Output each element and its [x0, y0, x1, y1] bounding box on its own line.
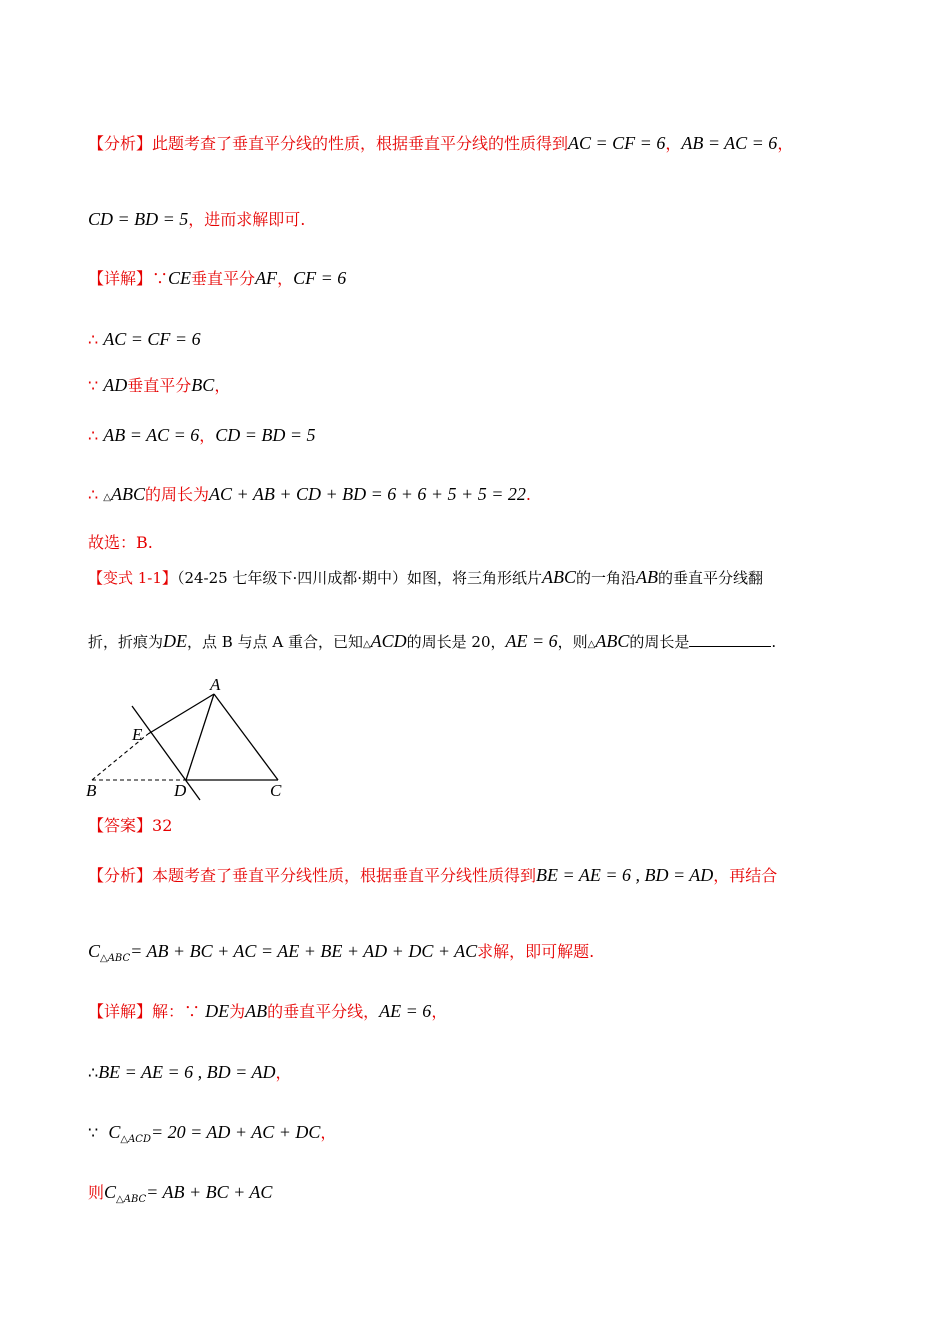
equation-cf: CF = 6: [293, 268, 347, 288]
question-text: .: [771, 633, 777, 651]
point-label-b: B: [86, 781, 97, 800]
answer-blank[interactable]: [689, 630, 771, 647]
triangle-symbol: △: [587, 639, 596, 650]
equation-ab-ac: AB = AC = 6: [681, 133, 778, 153]
triangle-symbol: △: [103, 492, 111, 503]
analysis-label: 【分析】: [88, 866, 153, 885]
detail2-line-2: [88, 1061, 291, 1084]
because-symbol: ∵: [88, 1123, 99, 1142]
equation-ac-cf: AC = CF = 6: [568, 133, 666, 153]
analysis2-line-1: [88, 864, 777, 887]
equation-be-ae: BE = AE = 6 , BD = AD: [98, 1062, 276, 1082]
segment-bc: BC: [191, 375, 215, 395]
analysis-text: 本题考查了垂直平分线性质，根据垂直平分线性质得到: [152, 866, 537, 885]
because-symbol: ∵: [88, 376, 99, 395]
triangle-abc: ABC: [595, 631, 630, 651]
segment-ad: [186, 694, 214, 780]
detail-text: 为: [229, 1002, 246, 1021]
segment-de: DE: [205, 1001, 230, 1021]
detail-line-1: [88, 267, 346, 290]
perimeter-equation: = 20 = AD + AC + DC: [150, 1122, 321, 1142]
perimeter-symbol: C: [108, 1122, 121, 1142]
question-text: 的垂直平分线翻: [658, 569, 764, 587]
question-text: 的一角沿: [576, 569, 637, 587]
analysis-text-2: ，进而求解即可.: [188, 210, 306, 229]
triangle-symbol: △: [362, 639, 371, 650]
analysis-label: 【分析】: [88, 134, 153, 153]
variant-line-1: [88, 566, 763, 589]
detail-label: 【详解】: [88, 269, 153, 288]
detail-line-3: [88, 374, 230, 397]
triangle-acd: ACD: [370, 631, 407, 651]
separator: ，: [320, 1123, 337, 1142]
equation-ae: AE = 6: [505, 631, 558, 651]
variant-source: （24-25 七年级下·四川成都·期中）: [176, 569, 407, 587]
answer-value: 32: [152, 816, 173, 835]
variant-line-2: [88, 630, 776, 656]
choice-line: [88, 532, 153, 554]
question-text: 如图，将三角形纸片: [407, 569, 543, 587]
answer-line: [88, 815, 172, 837]
segment-ad: AD: [103, 375, 128, 395]
triangle-abc: ABC: [110, 484, 145, 504]
equation-ac-cf: AC = CF = 6: [103, 329, 201, 349]
equation-cd-bd: CD = BD = 5: [88, 209, 189, 229]
detail-text: 的垂直平分线，: [267, 1002, 380, 1021]
segment-ac: [214, 694, 278, 780]
then-text: 则: [88, 1183, 105, 1202]
separator: .: [525, 485, 531, 504]
analysis-text: 此题考查了垂直平分线的性质，根据垂直平分线的性质得到: [152, 134, 569, 153]
point-label-c: C: [270, 781, 282, 800]
question-text: ，点 B 与点 A 重合，已知: [187, 633, 363, 651]
analysis-line-2: [88, 208, 305, 231]
separator: ，: [214, 376, 231, 395]
detail-line-5: [88, 483, 531, 509]
point-label-e: E: [132, 725, 143, 744]
solution-prefix: 解：: [152, 1002, 185, 1021]
question-text: 的周长是: [629, 633, 690, 651]
equation-ae: AE = 6: [379, 1001, 432, 1021]
therefore-symbol: ∴: [88, 330, 99, 349]
separator: ，: [277, 269, 294, 288]
analysis-text-2: 求解，即可解题.: [477, 942, 595, 961]
perimeter-symbol: C: [88, 941, 101, 961]
segment-ce: CE: [168, 268, 192, 288]
detail2-line-1: [88, 1000, 447, 1023]
separator: ，: [431, 1002, 448, 1021]
point-label-d: D: [174, 781, 187, 800]
separator: ，: [665, 134, 682, 153]
perimeter-subscript: △ACD: [120, 1134, 151, 1145]
question-text: 折，折痕为: [88, 633, 164, 651]
segment-ab: AB: [636, 567, 659, 587]
detail2-line-3: [88, 1121, 336, 1147]
triangle-figure: [82, 676, 322, 806]
segment-de: DE: [163, 631, 188, 651]
variant-label: 【变式 1-1】: [88, 569, 177, 587]
perimeter-subscript: △ABC: [100, 953, 131, 964]
because-symbol: ∵: [152, 269, 169, 288]
perimeter-equation: = AB + BC + AC: [146, 1182, 273, 1202]
answer-label: 【答案】: [88, 816, 153, 835]
perimeter-subscript: △ABC: [116, 1194, 147, 1205]
therefore-symbol: ∴: [88, 1063, 99, 1082]
detail2-line-4: [88, 1181, 272, 1207]
detail-line-4: [88, 424, 316, 447]
segment-af: AF: [255, 268, 278, 288]
equation-ab-ac: AB = AC = 6: [103, 425, 200, 445]
question-text: ，则: [557, 633, 588, 651]
perp-text: 垂直平分: [127, 376, 192, 395]
equation-cd-bd: CD = BD = 5: [215, 425, 316, 445]
perimeter-equation: AC + AB + CD + BD = 6 + 6 + 5 + 5 = 22: [209, 484, 526, 504]
therefore-symbol: ∴: [88, 426, 99, 445]
analysis2-line-2: [88, 940, 594, 966]
detail-line-2: [88, 328, 201, 351]
question-text: 的周长是 20，: [406, 633, 506, 651]
segment-ae: [148, 694, 214, 734]
perimeter-equation: = AB + BC + AC = AE + BE + AD + DC + AC: [130, 941, 478, 961]
because-symbol: ∵: [184, 1002, 201, 1021]
fold-line: [132, 706, 200, 800]
detail-label: 【详解】: [88, 1002, 153, 1021]
therefore-symbol: ∴: [88, 485, 99, 504]
segment-ab: AB: [245, 1001, 268, 1021]
separator: ，: [777, 134, 794, 153]
choice-text: 故选：B.: [88, 533, 153, 552]
point-label-a: A: [210, 676, 221, 694]
analysis-text: ，再结合: [713, 866, 778, 885]
analysis-line-1: [88, 132, 793, 155]
equation-be-ae: BE = AE = 6 , BD = AD: [536, 865, 714, 885]
perimeter-text: 的周长为: [144, 485, 209, 504]
separator: ，: [275, 1063, 292, 1082]
perimeter-symbol: C: [104, 1182, 117, 1202]
separator: ，: [199, 426, 216, 445]
perp-text: 垂直平分: [191, 269, 256, 288]
triangle-abc: ABC: [542, 567, 577, 587]
